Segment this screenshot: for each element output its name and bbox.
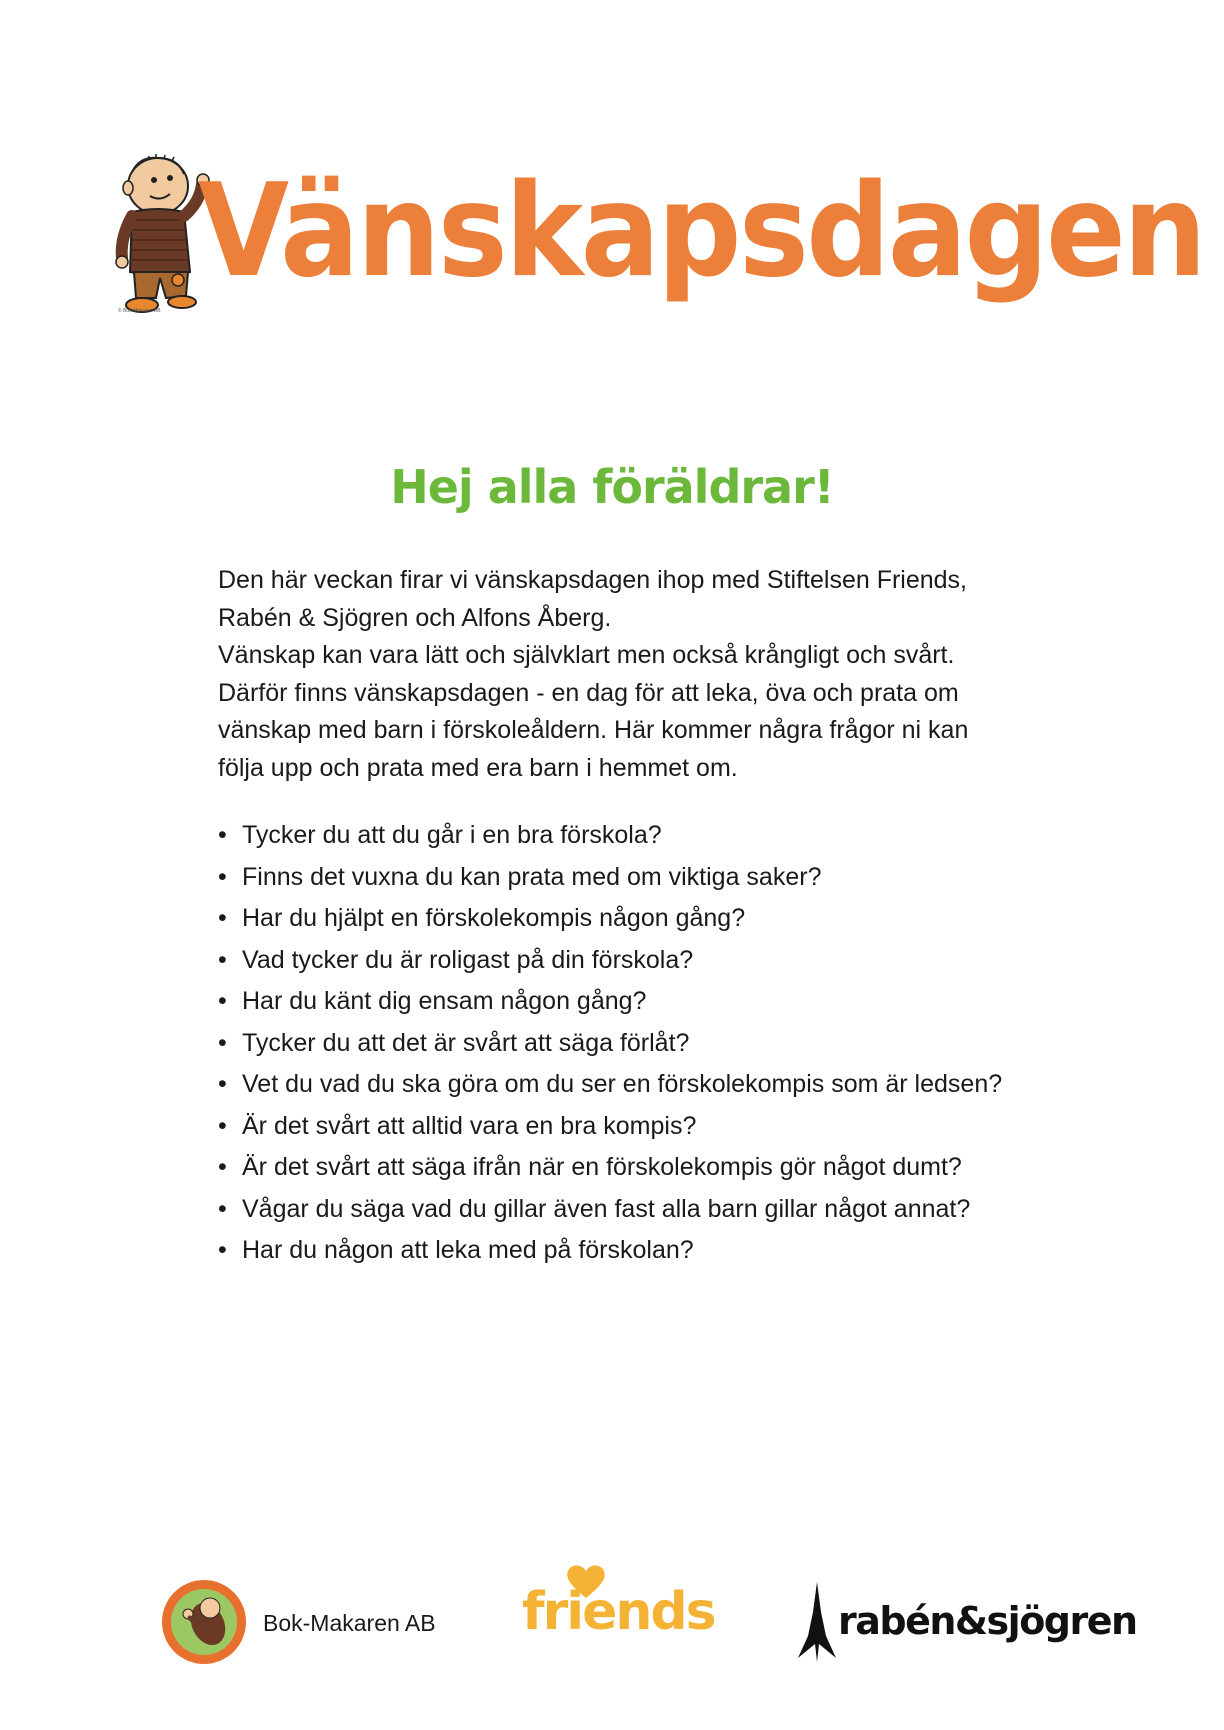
- question-text: Tycker du att du går i en bra förskola?: [242, 821, 662, 849]
- question-item: [218, 981, 1038, 1023]
- bullet-icon: •: [218, 821, 227, 849]
- question-text: Har du känt dig ensam någon gång?: [242, 987, 647, 1015]
- bullet-icon: •: [218, 1070, 227, 1098]
- bullet-icon: •: [218, 904, 227, 932]
- intro-paragraph: [218, 562, 1018, 787]
- greeting-heading: Hej alla föräldrar!: [390, 460, 834, 514]
- question-text: Vågar du säga vad du gillar även fast alla barn gillar något annat?: [242, 1194, 971, 1223]
- bullet-icon: •: [218, 1194, 227, 1223]
- question-text: Har du hjälpt en förskolekompis någon gång?: [242, 904, 746, 932]
- question-text: Finns det vuxna du kan prata med om viktiga saker?: [242, 862, 822, 891]
- bullet-icon: •: [218, 1111, 227, 1140]
- page-title: Vänskapsdagen: [198, 157, 1205, 306]
- question-text: Vet du vad du ska göra om du ser en förskolekompis som är ledsen?: [242, 1070, 1003, 1098]
- question-text: Är det svårt att säga ifrån när en förskolekompis gör något dumt?: [242, 1153, 962, 1181]
- bullet-icon: •: [218, 1236, 227, 1264]
- question-text: Vad tycker du är roligast på din förskola?: [242, 945, 694, 974]
- question-item: [218, 1230, 1038, 1272]
- question-text: Är det svårt att alltid vara en bra kompis?: [242, 1111, 697, 1140]
- bokmakaren-logo-icon: [160, 1578, 248, 1666]
- bullet-icon: •: [218, 1028, 227, 1057]
- question-item: [218, 857, 1038, 899]
- question-item: [218, 1147, 1038, 1189]
- bullet-icon: •: [218, 1153, 227, 1181]
- page-header: [110, 150, 1205, 340]
- question-item: [218, 1023, 1038, 1065]
- rabensjogren-wordmark: rabén&sjögren: [838, 1599, 1137, 1643]
- question-text: Har du någon att leka med på förskolan?: [242, 1236, 694, 1264]
- question-item: [218, 940, 1038, 982]
- bokmakaren-label: Bok-Makaren AB: [263, 1610, 436, 1636]
- intro-line: vänskap med barn i förskoleåldern. Här kommer några frågor ni kan: [218, 716, 969, 744]
- question-text: Tycker du att det är svårt att säga förlåt?: [242, 1028, 690, 1057]
- friends-logo: [520, 1560, 720, 1660]
- rabensjogren-logo: [796, 1582, 1136, 1672]
- intro-line: Rabén & Sjögren och Alfons Åberg.: [218, 603, 612, 632]
- intro-line: Vänskap kan vara lätt och självklart men också krångligt och svårt.: [218, 641, 955, 669]
- footer-logos: [0, 1560, 1224, 1680]
- question-item: [218, 898, 1038, 940]
- question-item: [218, 1106, 1038, 1148]
- question-item: [218, 1189, 1038, 1231]
- bullet-icon: •: [218, 987, 227, 1015]
- intro-line: Därför finns vänskapsdagen - en dag för att leka, öva och prata om: [218, 678, 959, 707]
- intro-line: Den här veckan firar vi vänskapsdagen ihop med Stiftelsen Friends,: [218, 566, 967, 594]
- intro-line: följa upp och prata med era barn i hemmet om.: [218, 753, 738, 782]
- question-item: [218, 815, 1038, 857]
- spruce-tree-icon: [796, 1582, 838, 1662]
- question-item: [218, 1064, 1038, 1106]
- bullet-icon: •: [218, 862, 227, 891]
- friends-wordmark: friends: [522, 1582, 715, 1642]
- bullet-icon: •: [218, 945, 227, 974]
- mascot-copyright: © Bok-Makaren AB: [118, 308, 161, 314]
- question-list: [218, 815, 1038, 1272]
